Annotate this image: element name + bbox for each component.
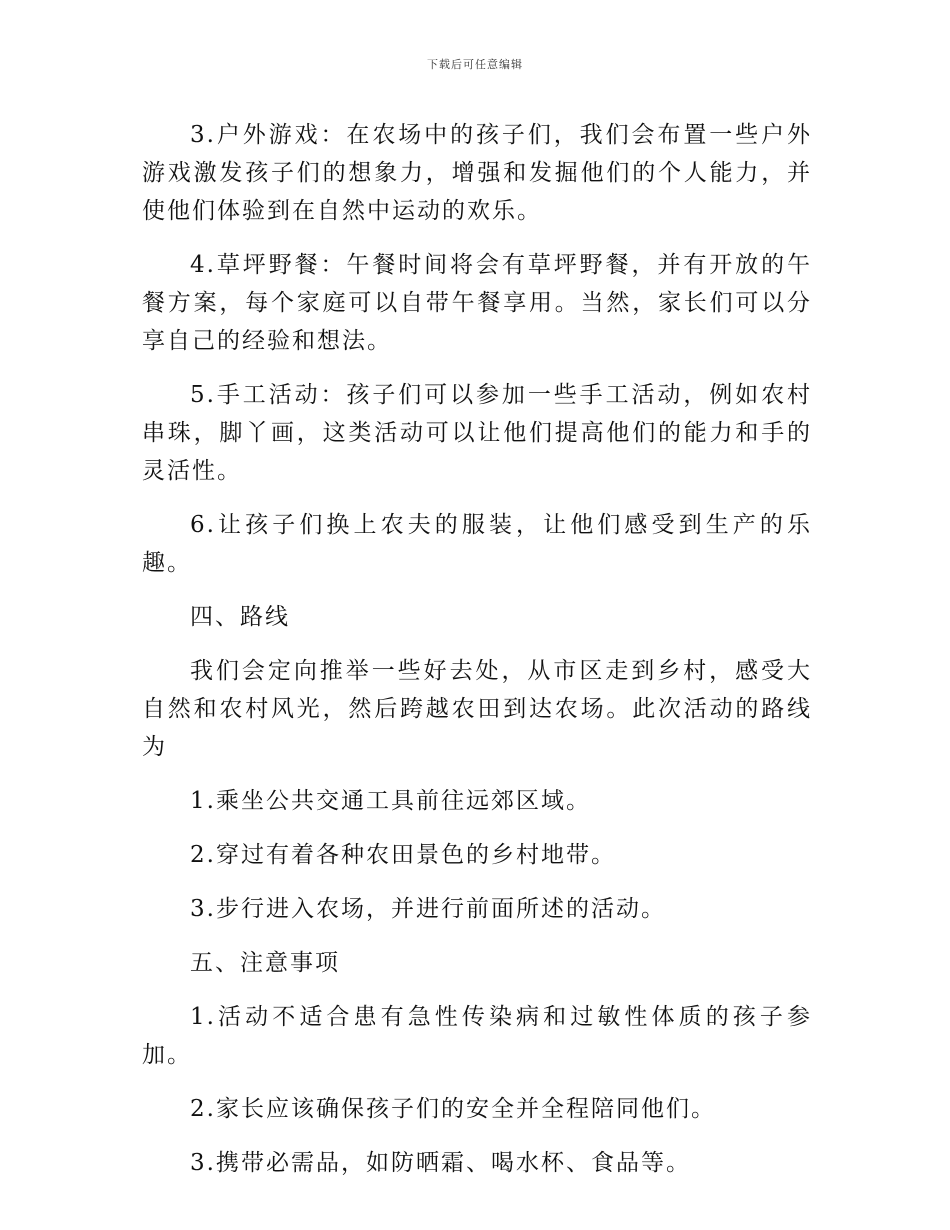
document-body (142, 116, 812, 1198)
section-heading-route: 四、路线 (190, 604, 290, 630)
page-header: 下载后可任意编辑 (427, 58, 523, 71)
paragraph-route-intro: 我们会定向推举一些好去处，从市区走到乡村，感受大自然和农村风光，然后跨越农田到达农场。此次活动的路线为 (142, 658, 812, 760)
paragraph-outdoor-games: 3.户外游戏：在农场中的孩子们，我们会布置一些户外游戏激发孩子们的想象力，增强和发掘他们的个人能力，并使他们体验到在自然中运动的欢乐。 (142, 122, 812, 224)
section-heading-notes: 五、注意事项 (190, 950, 340, 976)
paragraph-handcraft: 5.手工活动：孩子们可以参加一些手工活动，例如农村串珠，脚丫画，这类活动可以让他们提高他们的能力和手的灵活性。 (142, 382, 812, 484)
route-step-3: 3.步行进入农场，并进行前面所述的活动。 (190, 896, 666, 922)
paragraph-lawn-picnic: 4.草坪野餐：午餐时间将会有草坪野餐，并有开放的午餐方案，每个家庭可以自带午餐享用。当然，家长们可以分享自己的经验和想法。 (142, 252, 812, 354)
route-step-1: 1.乘坐公共交通工具前往远郊区域。 (190, 788, 591, 814)
note-item-2: 2.家长应该确保孩子们的安全并全程陪同他们。 (190, 1096, 716, 1122)
paragraph-farmer-costume: 6.让孩子们换上农夫的服装，让他们感受到生产的乐趣。 (142, 512, 812, 576)
route-step-2: 2.穿过有着各种农田景色的乡村地带。 (190, 842, 616, 868)
note-item-3: 3.携带必需品，如防晒霜、喝水杯、食品等。 (190, 1150, 691, 1176)
note-item-1: 1.活动不适合患有急性传染病和过敏性体质的孩子参加。 (142, 1004, 812, 1068)
